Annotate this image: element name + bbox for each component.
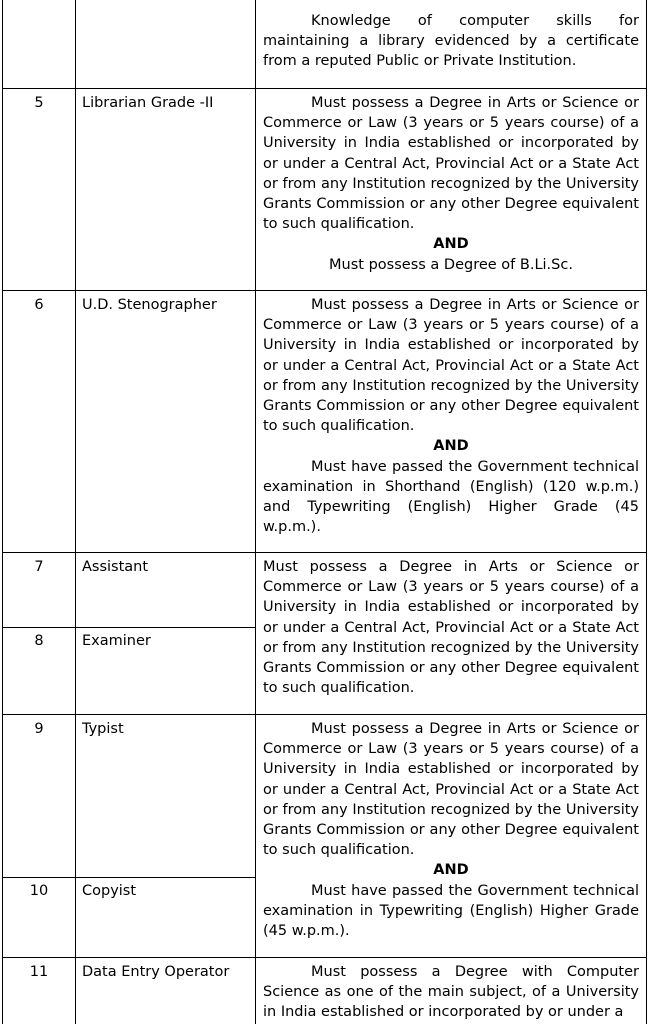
row-divider: [2, 957, 647, 958]
qualification-text: Must possess a Degree in Arts or Science or Commerce or Law (3 years or 5 years course) of a University in India established or incorporated by or under a Central Act, Provincial Act or a State Act or from any Institution recognized by the University Grants Commission or any other Degree equivalent to such qualification.: [263, 297, 639, 435]
post-name: Examiner: [82, 633, 151, 649]
serial-number: 11: [29, 964, 49, 980]
serial-number: 9: [34, 721, 44, 737]
post-name: Copyist: [82, 883, 137, 899]
serial-number: 7: [34, 559, 44, 575]
and-label: AND: [433, 862, 469, 879]
table-border-left: [2, 0, 3, 1024]
column-divider-2: [255, 0, 256, 1024]
qualification-text: Must have passed the Government technical examination in Shorthand (English) (120 w.p.m.) and Typewriting (English) Higher Grade (45 w.p.m.).: [263, 458, 639, 536]
and-label: AND: [433, 438, 469, 455]
post-name: Assistant: [82, 559, 149, 575]
qualification-text: Must possess a Degree with Computer Science as one of the main subject, of a University in India established or incorporated by or under a: [263, 964, 639, 1021]
qualification-cell: [263, 557, 639, 698]
qualification-text: Must possess a Degree in Arts or Science or Commerce or Law (3 years or 5 years course) of a University in India established or incorporated by or under a Central Act, Provincial Act or a State Act or from any Institution recognized by the University Grants Commission or any other Degree equivalent to such qualification.: [263, 721, 639, 859]
qualification-cell: [263, 93, 639, 275]
serial-number: 5: [34, 95, 44, 111]
serial-number: 10: [29, 883, 49, 899]
post-name: Librarian Grade -II: [82, 95, 214, 111]
qualification-text: Must have passed the Government technical examination in Typewriting (English) Higher Grade (45 w.p.m.).: [263, 882, 639, 940]
post-name: Data Entry Operator: [82, 964, 230, 980]
sub-row-divider: [2, 627, 255, 628]
serial-number: 8: [34, 633, 44, 649]
qualification-text: Must possess a Degree in Arts or Science or Commerce or Law (3 years or 5 years course) of a University in India established or incorporated by or under a Central Act, Provincial Act or a State Act or from any Institution recognized by the University Grants Commission or any other Degree equivalent to such qualification.: [263, 559, 639, 697]
qualification-cell: [263, 719, 639, 941]
column-divider-1: [75, 0, 76, 1024]
qualification-cell: [263, 962, 639, 1023]
post-name: U.D. Stenographer: [82, 297, 217, 313]
qualification-cell: [263, 295, 639, 537]
sub-row-divider: [2, 877, 255, 878]
table-border-right: [646, 0, 647, 1024]
row-divider: [2, 88, 647, 89]
and-label: AND: [433, 236, 469, 253]
qualification-text: Must possess a Degree in Arts or Science or Commerce or Law (3 years or 5 years course) of a University in India established or incorporated by or under a Central Act, Provincial Act or a State Act or from any Institution recognized by the University Grants Commission or any other Degree equivalent to such qualification.: [263, 95, 639, 233]
qualification-text: Must possess a Degree of B.Li.Sc.: [329, 256, 573, 273]
qualification-cell: [263, 11, 639, 72]
post-name: Typist: [82, 721, 124, 737]
qualification-text: Knowledge of computer skills for maintaining a library evidenced by a certificate from a reputed Public or Private Institution.: [263, 13, 639, 70]
row-divider: [2, 714, 647, 715]
row-divider: [2, 290, 647, 291]
serial-number: 6: [34, 297, 44, 313]
row-divider: [2, 552, 647, 553]
